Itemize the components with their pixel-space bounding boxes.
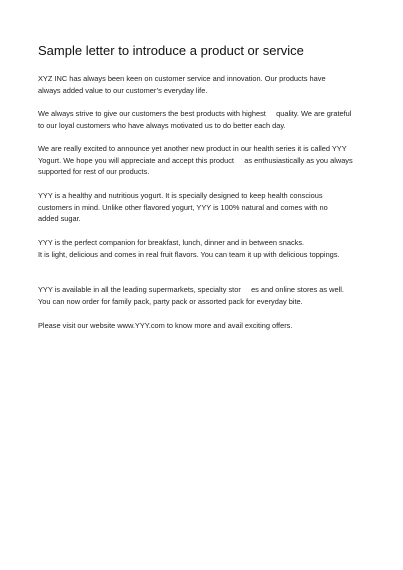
text-line: supported for rest of our products. [38,167,150,176]
text-line: It is light, delicious and comes in real fruit flavors. You can team it up with delicious toppings. [38,249,340,259]
paragraph-intro [38,73,368,96]
text-line: XYZ INC has always been keen on customer service and innovation. Our products have [38,74,326,83]
text-line: You can now order for family pack, party pack or assorted pack for everyday bite. [38,296,303,306]
text-line: YYY is the perfect companion for breakfast, lunch, dinner and in between snacks. [38,238,305,247]
text-line: customers in mind. Unlike other flavored yogurt, YYY is 100% natural and comes with no [38,202,328,212]
paragraph-companion [38,237,368,260]
paragraph-quality [38,108,368,131]
text-line: Please visit our website www.YYY.com to know more and avail exciting offers. [38,321,293,330]
letter-title: Sample letter to introduce a product or service [38,43,304,58]
paragraph-product-description [38,190,368,225]
paragraph-availability [38,284,368,307]
text-line: always added value to our customer’s everyday life. [38,85,208,95]
text-line: YYY is a healthy and nutritious yogurt. It is specially designed to keep health conscious [38,191,323,200]
text-line: to our loyal customers who have always motivated us to do better each day. [38,120,286,130]
text-line: Yogurt. We hope you will appreciate and accept this product as enthusiastically as you always [38,155,353,165]
paragraph-website [38,320,368,332]
text-line: added sugar. [38,214,81,223]
paragraph-announcement [38,143,368,178]
text-line: We always strive to give our customers the best products with highest quality. We are grateful [38,109,352,118]
text-line: YYY is available in all the leading supermarkets, specialty stor es and online stores as well. [38,285,344,294]
text-line: We are really excited to announce yet another new product in our health series it is called YYY [38,144,347,153]
